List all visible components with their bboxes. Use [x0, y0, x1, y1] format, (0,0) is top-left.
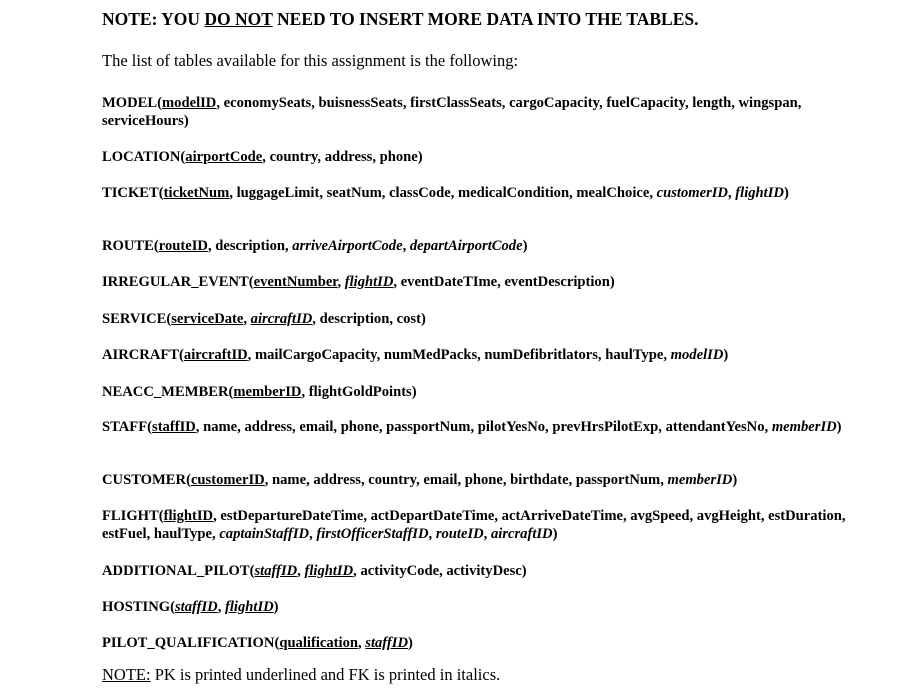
table-field: medicalCondition — [457, 185, 570, 201]
table-field: wingspan — [738, 95, 798, 111]
table-name: NEACC_MEMBER — [102, 384, 229, 400]
table-schema-additional-pilot: ADDITIONAL_PILOT(staffID, flightID, activityCode, activityDesc) — [102, 563, 527, 579]
table-name: HOSTING — [102, 599, 171, 615]
table-field: firstClassSeats — [410, 95, 502, 111]
table-name: ROUTE — [102, 238, 154, 254]
table-field: staffID — [254, 563, 298, 579]
table-field: estFuel — [102, 526, 147, 542]
table-field: staffID — [175, 599, 218, 615]
table-field: phone — [340, 419, 379, 435]
table-field: cargoCapacity — [509, 95, 600, 111]
table-field: estDuration — [768, 508, 842, 524]
table-field: numDefibritlators — [484, 347, 598, 363]
table-field: luggageLimit — [236, 185, 320, 201]
table-field: passportNum — [575, 472, 661, 488]
table-field: attendantYesNo — [665, 419, 765, 435]
table-field: flightID — [163, 508, 214, 524]
table-name: TICKET — [102, 185, 159, 201]
table-schema-staff: STAFF(staffID, name, address, email, phone, passportNum, pilotYesNo, prevHrsPilotExp, attendantYesNo, memberID) — [102, 419, 842, 435]
table-field: routeID — [158, 238, 208, 254]
table-field: seatNum — [326, 185, 382, 201]
intro-text: The list of tables available for this assignment is the following: — [102, 51, 519, 70]
table-name: STAFF — [102, 419, 148, 435]
table-field: email — [299, 419, 334, 435]
table-field: avgSpeed — [630, 508, 690, 524]
table-schema-service: SERVICE(serviceDate, aircraftID, description, cost) — [102, 311, 426, 327]
table-field: actArriveDateTime — [501, 508, 623, 524]
table-field: country — [269, 149, 318, 165]
table-field: mealChoice — [576, 185, 650, 201]
top-note-prefix: NOTE: YOU — [102, 9, 205, 29]
table-field: flightGoldPoints — [308, 384, 412, 400]
table-schema-ticket: TICKET(ticketNum, luggageLimit, seatNum, classCode, medicalCondition, mealChoice, customerID, flightID) — [102, 185, 789, 201]
table-schema-model: MODEL(modelID, economySeats, buisnessSeats, firstClassSeats, cargoCapacity, fuelCapacity, length, wingspan, serviceHours) — [102, 95, 802, 129]
table-field: aircraftID — [183, 347, 248, 363]
table-schema-flight: FLIGHT(flightID, estDepartureDateTime, actDepartDateTime, actArriveDateTime, avgSpeed, avgHeight, estDuration, estFuel, haulType, captainStaffID, firstOfficerStaffID, routeID, aircraftID) — [102, 508, 846, 542]
table-name: AIRCRAFT — [102, 347, 180, 363]
table-field: modelID — [670, 347, 724, 363]
table-field: serviceHours — [102, 113, 184, 129]
table-field: eventDescription — [504, 274, 610, 290]
table-field: cost — [396, 311, 421, 327]
table-field: flightID — [225, 599, 274, 615]
table-field: email — [423, 472, 458, 488]
table-field: arriveAirportCode — [292, 238, 403, 254]
table-name: LOCATION — [102, 149, 181, 165]
table-field: activityDesc — [446, 563, 522, 579]
table-name: FLIGHT — [102, 508, 159, 524]
table-schema-irregular-event: IRREGULAR_EVENT(eventNumber, flightID, eventDateTIme, eventDescription) — [102, 274, 615, 290]
table-field: description — [215, 238, 285, 254]
table-field: flightID — [735, 185, 784, 201]
table-field: prevHrsPilotExp — [552, 419, 659, 435]
table-field: phone — [379, 149, 418, 165]
table-field: length — [692, 95, 732, 111]
top-note — [102, 9, 699, 30]
table-field: haulType — [153, 526, 213, 542]
table-name: PILOT_QUALIFICATION — [102, 635, 275, 651]
table-field: passportNum — [386, 419, 471, 435]
table-field: aircraftID — [490, 526, 553, 542]
table-field: departAirportCode — [409, 238, 523, 254]
table-field: flightID — [344, 274, 394, 290]
table-field: buisnessSeats — [318, 95, 403, 111]
table-field: aircraftID — [250, 311, 313, 327]
table-name: ADDITIONAL_PILOT — [102, 563, 250, 579]
table-field: phone — [464, 472, 503, 488]
table-field: memberID — [667, 472, 733, 488]
table-field: flightID — [304, 563, 354, 579]
table-field: classCode — [389, 185, 451, 201]
table-name: SERVICE — [102, 311, 167, 327]
bottom-note-text: PK is printed underlined and FK is printed in italics. — [150, 665, 501, 684]
table-field: address — [313, 472, 361, 488]
table-field: address — [324, 149, 373, 165]
table-schema-customer: CUSTOMER(customerID, name, address, country, email, phone, birthdate, passportNum, memberID) — [102, 472, 738, 488]
table-field: birthdate — [510, 472, 569, 488]
table-field: routeID — [435, 526, 484, 542]
table-field: mailCargoCapacity — [254, 347, 377, 363]
table-field: haulType — [605, 347, 664, 363]
table-field: fuelCapacity — [606, 95, 685, 111]
table-schema-route: ROUTE(routeID, description, arriveAirportCode, departAirportCode) — [102, 238, 528, 254]
table-schema-location: LOCATION(airportCode, country, address, phone) — [102, 149, 423, 165]
table-field: staffID — [152, 419, 196, 435]
table-field: memberID — [771, 419, 837, 435]
table-field: pilotYesNo — [477, 419, 546, 435]
bottom-note-label: NOTE: — [102, 665, 151, 684]
table-field: captainStaffID — [219, 526, 310, 542]
table-field: airportCode — [185, 149, 263, 165]
table-field: economySeats — [223, 95, 312, 111]
table-field: name — [203, 419, 238, 435]
bottom-note — [102, 665, 500, 685]
table-field: firstOfficerStaffID — [316, 526, 429, 542]
table-field: customerID — [190, 472, 265, 488]
table-schema-neacc-member: NEACC_MEMBER(memberID, flightGoldPoints) — [102, 384, 417, 400]
table-field: name — [272, 472, 307, 488]
table-schema-pilot-qualification: PILOT_QUALIFICATION(qualification, staffID) — [102, 635, 413, 651]
table-field: numMedPacks — [383, 347, 478, 363]
top-note-emphasis: DO NOT — [204, 9, 273, 29]
table-schema-aircraft: AIRCRAFT(aircraftID, mailCargoCapacity, numMedPacks, numDefibritlators, haulType, modelID) — [102, 347, 729, 363]
top-note-suffix: NEED TO INSERT MORE DATA INTO THE TABLES. — [272, 9, 699, 29]
table-field: qualification — [279, 635, 358, 651]
table-schema-hosting: HOSTING(staffID, flightID) — [102, 599, 279, 615]
table-field: eventNumber — [253, 274, 338, 290]
table-field: ticketNum — [163, 185, 230, 201]
table-name: CUSTOMER — [102, 472, 187, 488]
table-field: estDepartureDateTime — [220, 508, 364, 524]
table-field: description — [319, 311, 390, 327]
table-field: customerID — [656, 185, 728, 201]
table-field: activityCode — [360, 563, 440, 579]
table-field: actDepartDateTime — [370, 508, 495, 524]
table-field: serviceDate — [171, 311, 244, 327]
table-name: MODEL — [102, 95, 158, 111]
table-field: eventDateTIme — [400, 274, 498, 290]
table-field: avgHeight — [696, 508, 761, 524]
table-field: memberID — [233, 384, 302, 400]
table-name: IRREGULAR_EVENT — [102, 274, 249, 290]
table-field: country — [368, 472, 417, 488]
table-field: staffID — [365, 635, 408, 651]
table-field: modelID — [162, 95, 217, 111]
table-field: address — [244, 419, 293, 435]
